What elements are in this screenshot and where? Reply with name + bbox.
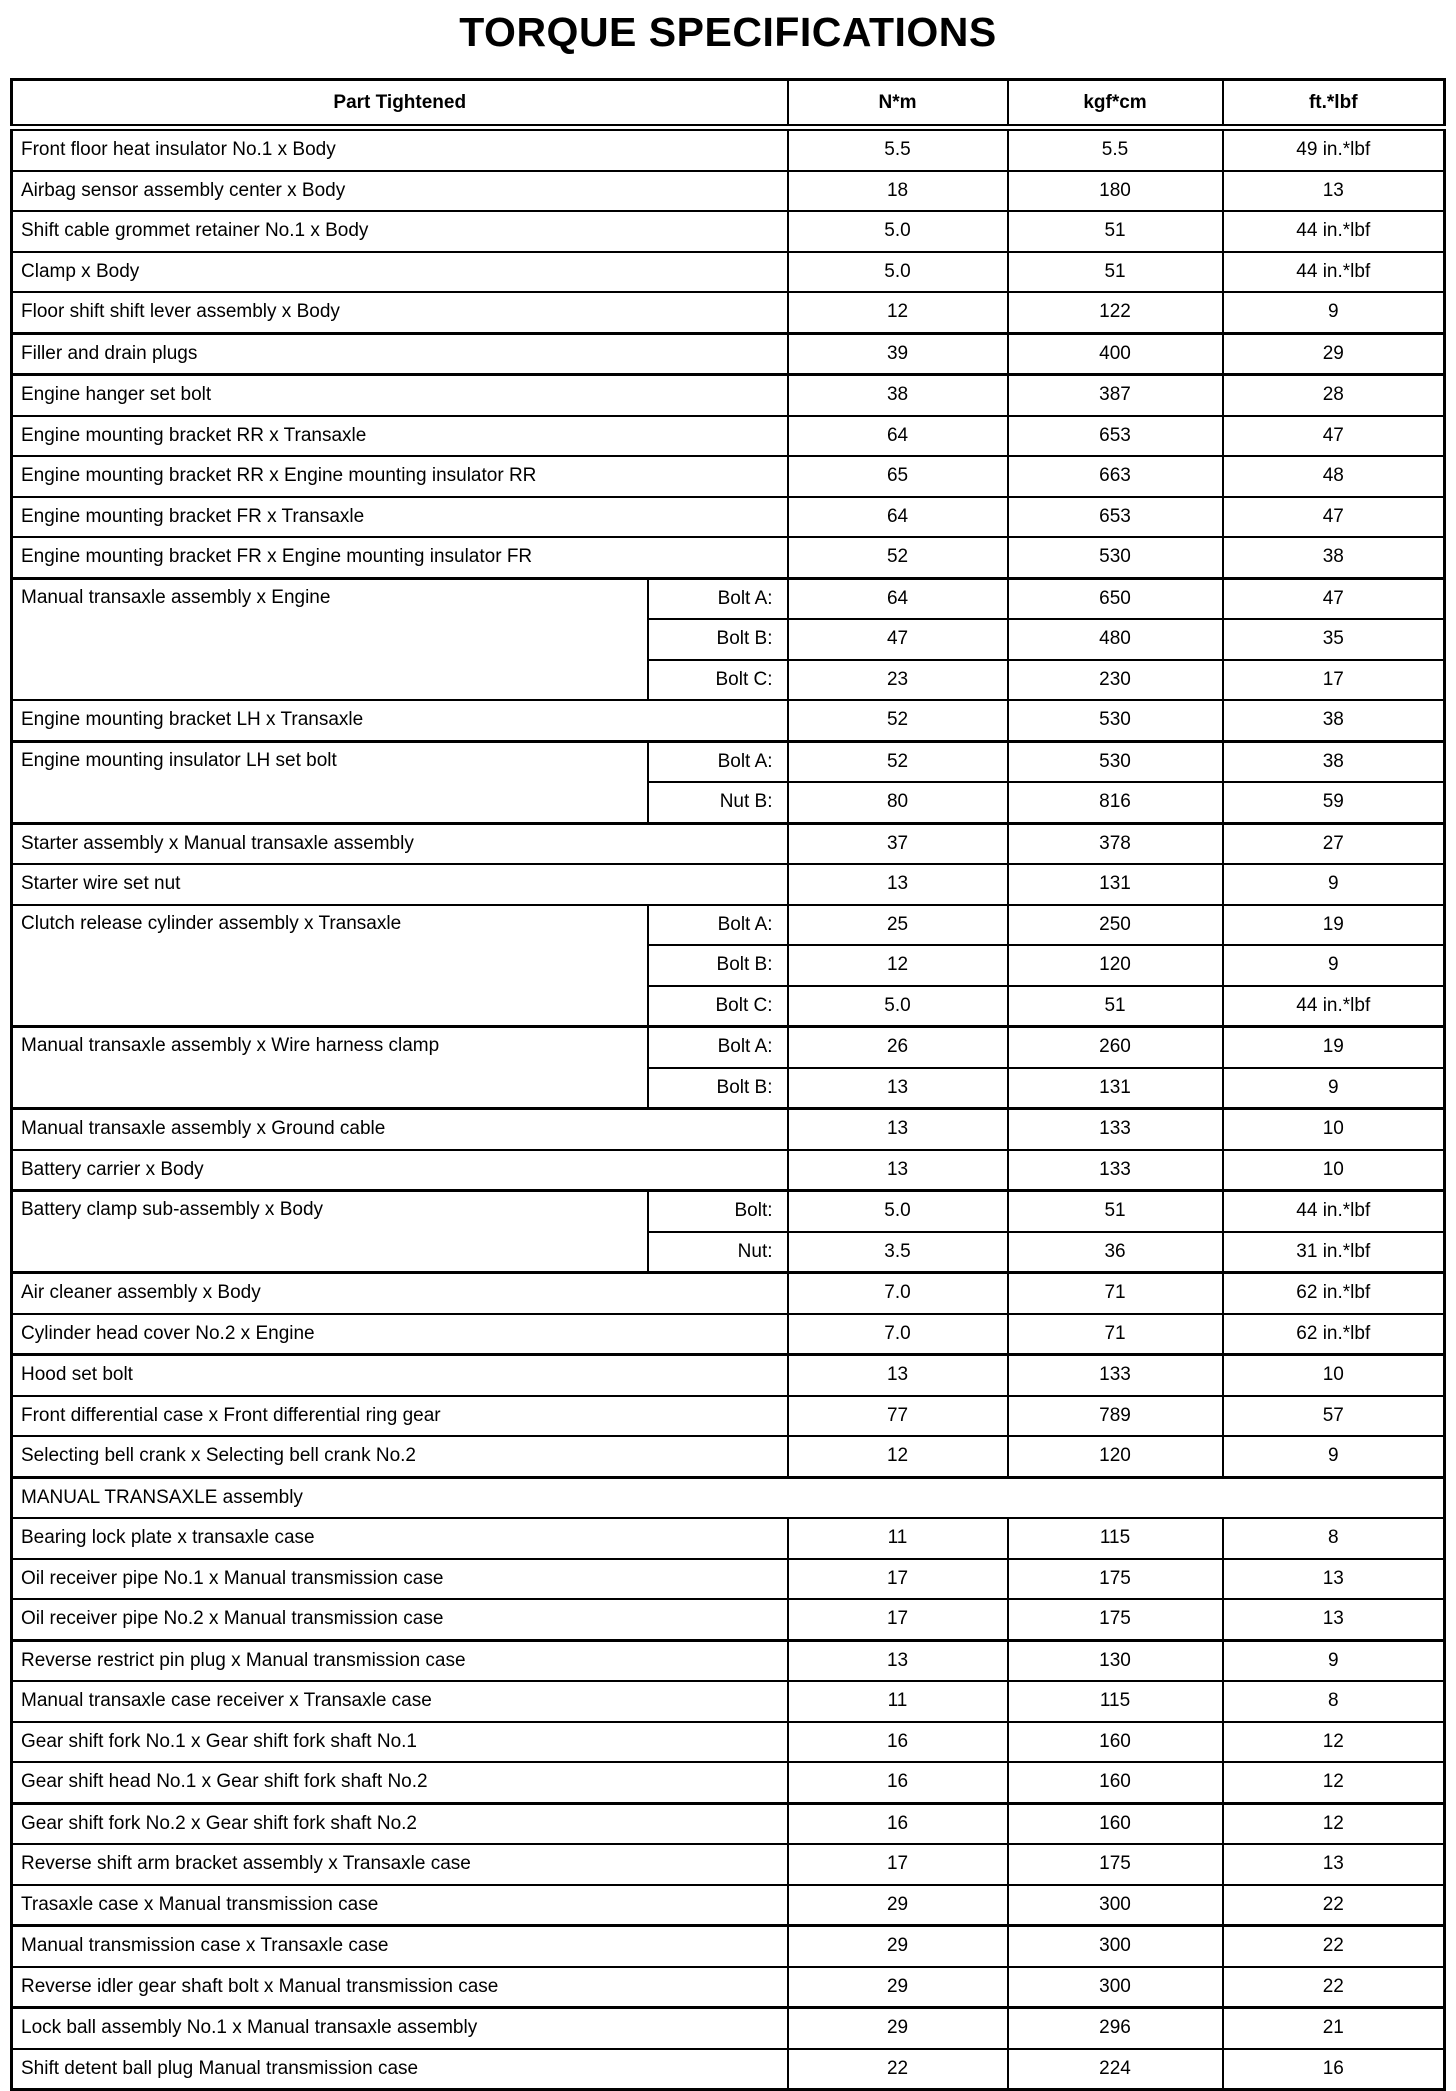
value-cell-nm: 16	[788, 1762, 1008, 1803]
value-cell-nm: 26	[788, 1027, 1008, 1068]
part-cell: Cylinder head cover No.2 x Engine	[12, 1314, 788, 1355]
part-cell: Oil receiver pipe No.2 x Manual transmission case	[12, 1599, 788, 1640]
table-row	[12, 128, 1445, 171]
table-row	[12, 1150, 1445, 1191]
value-cell-nm: 29	[788, 1885, 1008, 1926]
value-cell-ftlbf: 27	[1223, 823, 1445, 864]
value-cell-nm: 11	[788, 1681, 1008, 1722]
value-cell-nm: 5.5	[788, 128, 1008, 171]
part-cell: Engine hanger set bolt	[12, 375, 788, 416]
value-cell-ftlbf: 12	[1223, 1762, 1445, 1803]
part-cell: Floor shift shift lever assembly x Body	[12, 292, 788, 333]
value-cell-nm: 5.0	[788, 986, 1008, 1027]
table-row	[12, 741, 1445, 782]
value-cell-kgf: 530	[1008, 700, 1223, 741]
value-cell-kgf: 131	[1008, 1068, 1223, 1109]
table-row	[12, 1926, 1445, 1967]
value-cell-kgf: 387	[1008, 375, 1223, 416]
table-row	[12, 823, 1445, 864]
value-cell-kgf: 133	[1008, 1355, 1223, 1396]
table-row	[12, 864, 1445, 905]
part-cell: Manual transmission case x Transaxle case	[12, 1926, 788, 1967]
value-cell-nm: 13	[788, 1640, 1008, 1681]
value-cell-nm: 64	[788, 578, 1008, 619]
value-cell-ftlbf: 8	[1223, 1518, 1445, 1559]
value-cell-ftlbf: 9	[1223, 945, 1445, 986]
value-cell-kgf: 122	[1008, 292, 1223, 333]
value-cell-nm: 18	[788, 171, 1008, 212]
value-cell-kgf: 816	[1008, 782, 1223, 823]
table-row	[12, 497, 1445, 538]
value-cell-kgf: 115	[1008, 1518, 1223, 1559]
value-cell-kgf: 653	[1008, 497, 1223, 538]
value-cell-kgf: 480	[1008, 619, 1223, 660]
part-cell: Filler and drain plugs	[12, 333, 788, 375]
value-cell-ftlbf: 47	[1223, 578, 1445, 619]
value-cell-nm: 16	[788, 1722, 1008, 1763]
table-row	[12, 1027, 1445, 1068]
part-cell: Engine mounting bracket LH x Transaxle	[12, 700, 788, 741]
table-row	[12, 211, 1445, 252]
value-cell-kgf: 51	[1008, 252, 1223, 293]
value-cell-nm: 13	[788, 1150, 1008, 1191]
value-cell-ftlbf: 21	[1223, 2008, 1445, 2049]
sub-label-cell: Bolt:	[648, 1191, 788, 1232]
value-cell-ftlbf: 9	[1223, 864, 1445, 905]
part-cell: Battery clamp sub-assembly x Body	[12, 1191, 648, 1273]
table-row	[12, 1885, 1445, 1926]
value-cell-kgf: 36	[1008, 1232, 1223, 1273]
part-cell: Oil receiver pipe No.1 x Manual transmission case	[12, 1559, 788, 1600]
value-cell-nm: 13	[788, 1355, 1008, 1396]
part-cell: Starter wire set nut	[12, 864, 788, 905]
value-cell-kgf: 300	[1008, 1967, 1223, 2008]
part-cell: Hood set bolt	[12, 1355, 788, 1396]
value-cell-nm: 64	[788, 497, 1008, 538]
value-cell-nm: 7.0	[788, 1273, 1008, 1314]
value-cell-ftlbf: 12	[1223, 1803, 1445, 1844]
value-cell-nm: 22	[788, 2049, 1008, 2090]
value-cell-kgf: 130	[1008, 1640, 1223, 1681]
value-cell-ftlbf: 44 in.*lbf	[1223, 211, 1445, 252]
table-row	[12, 1559, 1445, 1600]
col-header-kgfcm: kgf*cm	[1008, 80, 1223, 128]
value-cell-nm: 80	[788, 782, 1008, 823]
value-cell-nm: 64	[788, 416, 1008, 457]
part-cell: Lock ball assembly No.1 x Manual transaxle assembly	[12, 2008, 788, 2049]
value-cell-ftlbf: 10	[1223, 1109, 1445, 1150]
value-cell-nm: 12	[788, 1436, 1008, 1477]
value-cell-ftlbf: 38	[1223, 741, 1445, 782]
value-cell-ftlbf: 10	[1223, 1150, 1445, 1191]
table-row	[12, 2049, 1445, 2090]
value-cell-kgf: 180	[1008, 171, 1223, 212]
value-cell-nm: 25	[788, 905, 1008, 946]
value-cell-nm: 29	[788, 2008, 1008, 2049]
table-row	[12, 1844, 1445, 1885]
value-cell-ftlbf: 35	[1223, 619, 1445, 660]
part-cell: Air cleaner assembly x Body	[12, 1273, 788, 1314]
value-cell-ftlbf: 13	[1223, 171, 1445, 212]
value-cell-kgf: 400	[1008, 333, 1223, 375]
value-cell-ftlbf: 47	[1223, 416, 1445, 457]
value-cell-ftlbf: 22	[1223, 1885, 1445, 1926]
table-row	[12, 252, 1445, 293]
sub-label-cell: Bolt C:	[648, 660, 788, 701]
part-cell: Trasaxle case x Manual transmission case	[12, 1885, 788, 1926]
sub-label-cell: Bolt A:	[648, 741, 788, 782]
value-cell-kgf: 133	[1008, 1150, 1223, 1191]
value-cell-kgf: 378	[1008, 823, 1223, 864]
table-row	[12, 578, 1445, 619]
value-cell-kgf: 653	[1008, 416, 1223, 457]
table-row	[12, 1109, 1445, 1150]
value-cell-ftlbf: 62 in.*lbf	[1223, 1314, 1445, 1355]
table-row	[12, 171, 1445, 212]
value-cell-kgf: 250	[1008, 905, 1223, 946]
value-cell-ftlbf: 31 in.*lbf	[1223, 1232, 1445, 1273]
part-cell: Engine mounting bracket FR x Engine mounting insulator FR	[12, 537, 788, 578]
table-row	[12, 1518, 1445, 1559]
part-cell: Engine mounting bracket FR x Transaxle	[12, 497, 788, 538]
value-cell-kgf: 175	[1008, 1559, 1223, 1600]
sub-label-cell: Bolt C:	[648, 986, 788, 1027]
value-cell-nm: 13	[788, 1068, 1008, 1109]
value-cell-kgf: 663	[1008, 456, 1223, 497]
sub-label-cell: Nut:	[648, 1232, 788, 1273]
value-cell-ftlbf: 13	[1223, 1599, 1445, 1640]
value-cell-nm: 3.5	[788, 1232, 1008, 1273]
part-cell: Clutch release cylinder assembly x Transaxle	[12, 905, 648, 1027]
part-cell: Gear shift fork No.1 x Gear shift fork shaft No.1	[12, 1722, 788, 1763]
table-row	[12, 905, 1445, 946]
sub-label-cell: Bolt B:	[648, 1068, 788, 1109]
value-cell-ftlbf: 47	[1223, 497, 1445, 538]
part-cell: Battery carrier x Body	[12, 1150, 788, 1191]
value-cell-kgf: 650	[1008, 578, 1223, 619]
value-cell-ftlbf: 10	[1223, 1355, 1445, 1396]
table-row	[12, 1191, 1445, 1232]
value-cell-kgf: 115	[1008, 1681, 1223, 1722]
value-cell-ftlbf: 12	[1223, 1722, 1445, 1763]
part-cell: Shift cable grommet retainer No.1 x Body	[12, 211, 788, 252]
value-cell-kgf: 300	[1008, 1885, 1223, 1926]
sub-label-cell: Bolt A:	[648, 905, 788, 946]
header-row	[12, 80, 1445, 128]
value-cell-ftlbf: 19	[1223, 1027, 1445, 1068]
value-cell-kgf: 5.5	[1008, 128, 1223, 171]
table-row	[12, 1967, 1445, 2008]
value-cell-nm: 52	[788, 537, 1008, 578]
value-cell-ftlbf: 28	[1223, 375, 1445, 416]
part-cell: Selecting bell crank x Selecting bell crank No.2	[12, 1436, 788, 1477]
part-cell: Reverse restrict pin plug x Manual transmission case	[12, 1640, 788, 1681]
value-cell-nm: 47	[788, 619, 1008, 660]
part-cell: Engine mounting bracket RR x Engine mounting insulator RR	[12, 456, 788, 497]
value-cell-ftlbf: 9	[1223, 292, 1445, 333]
value-cell-kgf: 133	[1008, 1109, 1223, 1150]
table-row	[12, 1722, 1445, 1763]
value-cell-nm: 29	[788, 1967, 1008, 2008]
value-cell-ftlbf: 48	[1223, 456, 1445, 497]
table-row	[12, 375, 1445, 416]
sub-label-cell: Bolt B:	[648, 945, 788, 986]
value-cell-ftlbf: 22	[1223, 1967, 1445, 2008]
value-cell-nm: 16	[788, 1803, 1008, 1844]
value-cell-ftlbf: 9	[1223, 1068, 1445, 1109]
value-cell-nm: 52	[788, 741, 1008, 782]
part-cell: Clamp x Body	[12, 252, 788, 293]
part-cell: Manual transaxle assembly x Ground cable	[12, 1109, 788, 1150]
value-cell-ftlbf: 8	[1223, 1681, 1445, 1722]
col-header-part-tightened: Part Tightened	[12, 80, 788, 128]
value-cell-nm: 38	[788, 375, 1008, 416]
torque-spec-table	[10, 78, 1446, 2091]
value-cell-nm: 7.0	[788, 1314, 1008, 1355]
page-title: TORQUE SPECIFICATIONS	[459, 9, 997, 55]
table-row	[12, 1762, 1445, 1803]
value-cell-kgf: 224	[1008, 2049, 1223, 2090]
part-cell: Starter assembly x Manual transaxle assembly	[12, 823, 788, 864]
table-body	[12, 128, 1445, 2090]
value-cell-ftlbf: 9	[1223, 1436, 1445, 1477]
value-cell-nm: 12	[788, 945, 1008, 986]
value-cell-nm: 13	[788, 1109, 1008, 1150]
value-cell-ftlbf: 59	[1223, 782, 1445, 823]
table-row	[12, 1396, 1445, 1437]
value-cell-nm: 39	[788, 333, 1008, 375]
value-cell-kgf: 175	[1008, 1844, 1223, 1885]
sub-label-cell: Bolt A:	[648, 578, 788, 619]
value-cell-kgf: 260	[1008, 1027, 1223, 1068]
sub-label-cell: Nut B:	[648, 782, 788, 823]
value-cell-nm: 13	[788, 864, 1008, 905]
value-cell-kgf: 131	[1008, 864, 1223, 905]
section-label: MANUAL TRANSAXLE assembly	[12, 1477, 1445, 1518]
value-cell-ftlbf: 57	[1223, 1396, 1445, 1437]
value-cell-ftlbf: 38	[1223, 700, 1445, 741]
value-cell-kgf: 51	[1008, 211, 1223, 252]
value-cell-nm: 52	[788, 700, 1008, 741]
value-cell-kgf: 530	[1008, 741, 1223, 782]
value-cell-ftlbf: 38	[1223, 537, 1445, 578]
col-header-nm: N*m	[788, 80, 1008, 128]
value-cell-kgf: 120	[1008, 1436, 1223, 1477]
table-row	[12, 416, 1445, 457]
table-row	[12, 1599, 1445, 1640]
part-cell: Manual transaxle case receiver x Transaxle case	[12, 1681, 788, 1722]
table-row	[12, 700, 1445, 741]
value-cell-ftlbf: 44 in.*lbf	[1223, 1191, 1445, 1232]
table-header	[12, 80, 1445, 128]
part-cell: Engine mounting insulator LH set bolt	[12, 741, 648, 823]
value-cell-kgf: 296	[1008, 2008, 1223, 2049]
value-cell-kgf: 530	[1008, 537, 1223, 578]
value-cell-kgf: 175	[1008, 1599, 1223, 1640]
sub-label-cell: Bolt B:	[648, 619, 788, 660]
table-row	[12, 1436, 1445, 1477]
table-row	[12, 1314, 1445, 1355]
value-cell-ftlbf: 16	[1223, 2049, 1445, 2090]
table-row	[12, 456, 1445, 497]
value-cell-nm: 5.0	[788, 211, 1008, 252]
section-row	[12, 1477, 1445, 1518]
table-row	[12, 2008, 1445, 2049]
table-row	[12, 537, 1445, 578]
part-cell: Gear shift head No.1 x Gear shift fork shaft No.2	[12, 1762, 788, 1803]
value-cell-nm: 5.0	[788, 1191, 1008, 1232]
value-cell-ftlbf: 29	[1223, 333, 1445, 375]
value-cell-kgf: 51	[1008, 1191, 1223, 1232]
value-cell-nm: 17	[788, 1599, 1008, 1640]
table-row	[12, 1640, 1445, 1681]
value-cell-ftlbf: 17	[1223, 660, 1445, 701]
part-cell: Reverse idler gear shaft bolt x Manual transmission case	[12, 1967, 788, 2008]
value-cell-nm: 12	[788, 292, 1008, 333]
part-cell: Manual transaxle assembly x Wire harness clamp	[12, 1027, 648, 1109]
part-cell: Front floor heat insulator No.1 x Body	[12, 128, 788, 171]
value-cell-ftlbf: 62 in.*lbf	[1223, 1273, 1445, 1314]
part-cell: Airbag sensor assembly center x Body	[12, 171, 788, 212]
value-cell-kgf: 160	[1008, 1722, 1223, 1763]
part-cell: Front differential case x Front differential ring gear	[12, 1396, 788, 1437]
value-cell-nm: 29	[788, 1926, 1008, 1967]
value-cell-nm: 11	[788, 1518, 1008, 1559]
part-cell: Manual transaxle assembly x Engine	[12, 578, 648, 700]
value-cell-kgf: 789	[1008, 1396, 1223, 1437]
value-cell-nm: 65	[788, 456, 1008, 497]
value-cell-kgf: 300	[1008, 1926, 1223, 1967]
value-cell-nm: 17	[788, 1559, 1008, 1600]
part-cell: Shift detent ball plug Manual transmission case	[12, 2049, 788, 2090]
sub-label-cell: Bolt A:	[648, 1027, 788, 1068]
table-row	[12, 1273, 1445, 1314]
value-cell-kgf: 230	[1008, 660, 1223, 701]
value-cell-kgf: 160	[1008, 1762, 1223, 1803]
value-cell-ftlbf: 19	[1223, 905, 1445, 946]
value-cell-ftlbf: 22	[1223, 1926, 1445, 1967]
table-row	[12, 1803, 1445, 1844]
table-row	[12, 292, 1445, 333]
value-cell-nm: 77	[788, 1396, 1008, 1437]
value-cell-kgf: 160	[1008, 1803, 1223, 1844]
value-cell-kgf: 71	[1008, 1314, 1223, 1355]
value-cell-nm: 5.0	[788, 252, 1008, 293]
value-cell-nm: 17	[788, 1844, 1008, 1885]
value-cell-ftlbf: 9	[1223, 1640, 1445, 1681]
value-cell-nm: 23	[788, 660, 1008, 701]
col-header-ftlbf: ft.*lbf	[1223, 80, 1445, 128]
value-cell-kgf: 51	[1008, 986, 1223, 1027]
value-cell-ftlbf: 13	[1223, 1559, 1445, 1600]
value-cell-kgf: 71	[1008, 1273, 1223, 1314]
part-cell: Bearing lock plate x transaxle case	[12, 1518, 788, 1559]
table-row	[12, 1681, 1445, 1722]
part-cell: Engine mounting bracket RR x Transaxle	[12, 416, 788, 457]
part-cell: Gear shift fork No.2 x Gear shift fork shaft No.2	[12, 1803, 788, 1844]
value-cell-kgf: 120	[1008, 945, 1223, 986]
value-cell-ftlbf: 44 in.*lbf	[1223, 252, 1445, 293]
value-cell-ftlbf: 13	[1223, 1844, 1445, 1885]
value-cell-nm: 37	[788, 823, 1008, 864]
value-cell-ftlbf: 44 in.*lbf	[1223, 986, 1445, 1027]
table-row	[12, 333, 1445, 375]
part-cell: Reverse shift arm bracket assembly x Transaxle case	[12, 1844, 788, 1885]
value-cell-ftlbf: 49 in.*lbf	[1223, 128, 1445, 171]
table-row	[12, 1355, 1445, 1396]
